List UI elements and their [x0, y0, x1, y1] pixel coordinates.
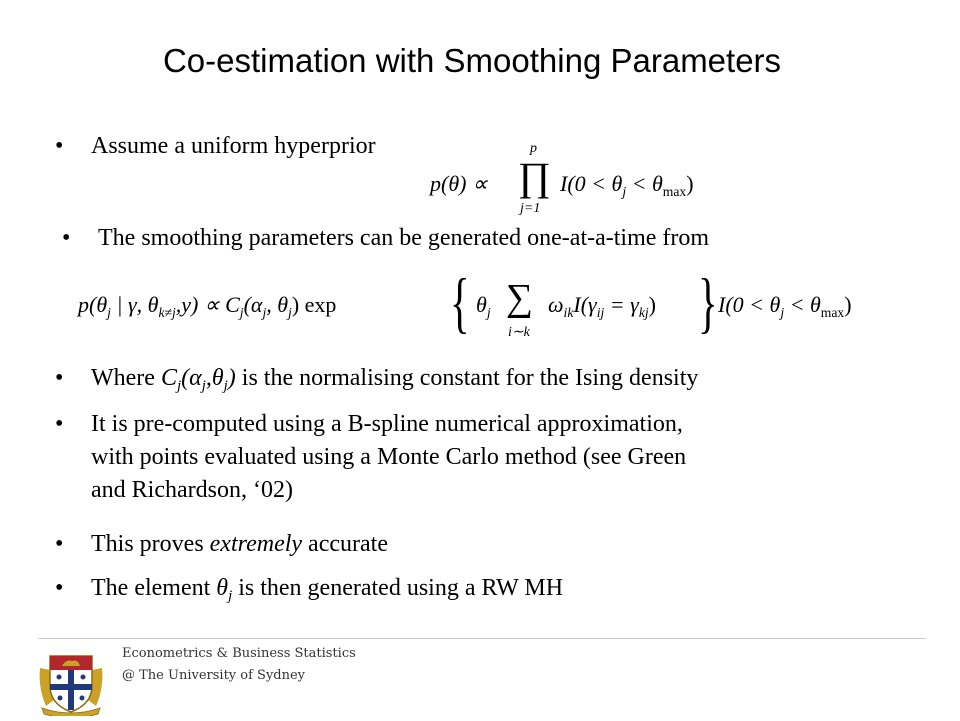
- bullet-text: This proves extremely accurate: [91, 531, 388, 557]
- bullet-text-line1: It is pre-computed using a B-spline numerical approximation,: [91, 411, 683, 437]
- right-brace: }: [698, 264, 718, 340]
- university-crest-icon: [36, 648, 106, 716]
- bullet-dot: •: [55, 575, 64, 601]
- eq2-sum-index: i∼k: [508, 325, 530, 340]
- bullet-text: Where $C_j(\alpha_j,\theta_j)$ is the normalising constant for the Ising density: [91, 365, 699, 395]
- footer-university: @ The University of Sydney: [122, 668, 306, 683]
- bullet-dot: •: [55, 365, 64, 391]
- bullet-dot: •: [55, 411, 64, 437]
- bullet-text: The element $\theta_j$ is then generated using a RW MH: [91, 575, 564, 605]
- bullet-text: Assume a uniform hyperprior: [91, 133, 376, 159]
- bullet-dot: •: [62, 225, 71, 251]
- bullet-text-line2: with points evaluated using a Monte Carlo method (see Green: [91, 444, 687, 470]
- eq2-lhs: $p(\theta_j$ | γ, $\theta_{k\ne j},y) \propto C_j(\alpha_j$, $\theta_j$) exp: [78, 292, 337, 320]
- eq2-theta: $\theta_j$: [476, 292, 491, 320]
- bullet-text: The smoothing parameters can be generated one-at-a-time from: [98, 225, 710, 251]
- footer-divider: [38, 638, 926, 639]
- bullet-text-line3: and Richardson, ‘02): [91, 477, 293, 503]
- summation-symbol: ∑: [506, 277, 534, 319]
- eq1-lhs: p(θ) ∝: [430, 171, 488, 196]
- bullet-dot: •: [55, 531, 64, 557]
- eq1-lower-limit: j=1: [520, 201, 541, 216]
- bullet-dot: •: [55, 133, 64, 159]
- eq1-body: $I(0 < \theta_j < \theta_{max})$: [560, 171, 694, 199]
- eq2-sum-body: $\omega_{ik}I(\gamma_{ij} = \gamma_{kj})$: [548, 292, 656, 320]
- eq1-upper-limit: p: [530, 141, 537, 156]
- equation-conditional: [78, 262, 898, 352]
- slide-title: Co-estimation with Smoothing Parameters: [162, 42, 782, 79]
- footer-department: Econometrics & Business Statistics: [122, 646, 356, 661]
- left-brace: {: [450, 264, 470, 340]
- product-symbol: ∏: [518, 154, 551, 199]
- eq2-tail: $I(0 < \theta_j < \theta_{max})$: [718, 292, 852, 320]
- equation-hyperprior: [430, 141, 720, 220]
